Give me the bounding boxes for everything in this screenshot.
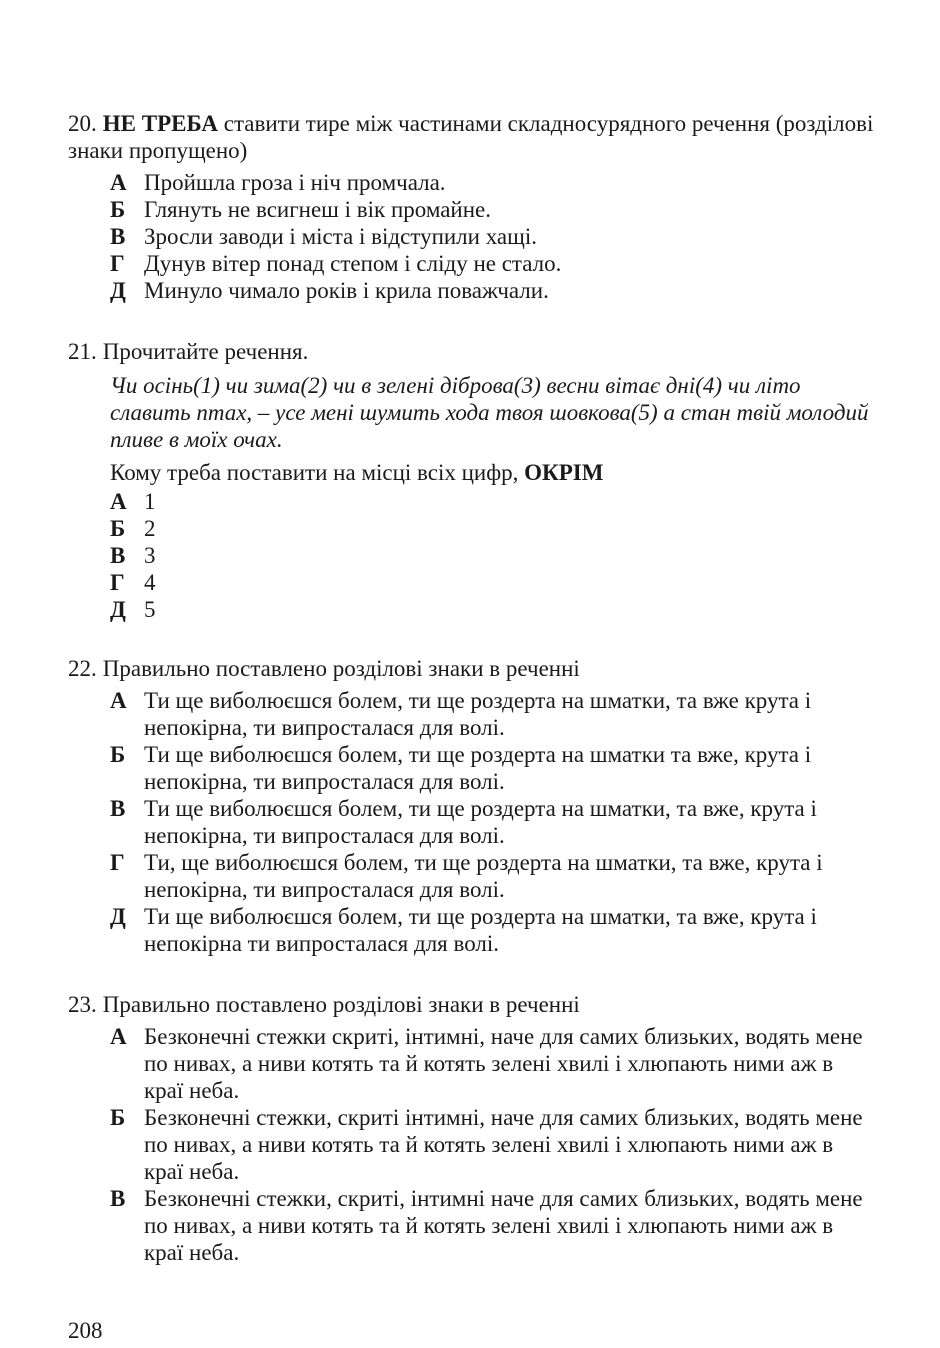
option-letter: Б (110, 742, 126, 767)
option-text: Безконечні стежки скриті, інтимні, наче для самих близьких, водять мене по нивах, а ниви котять та й котять зелені хвилі і хлюпають ними аж в краї неба. (144, 1024, 863, 1103)
stem-text: Прочитайте речення. (102, 339, 309, 364)
answer-options (110, 488, 878, 623)
answer-option-d[interactable] (110, 569, 878, 596)
stem-text: ставити тире між частинами складносурядного речення (розділові знаки пропущено) (68, 111, 874, 163)
question-number: 20. (68, 111, 97, 136)
option-letter: Д (110, 278, 126, 303)
sub-question-emphasis: ОКРІМ (524, 460, 604, 485)
question-number: 21. (68, 339, 97, 364)
option-text: 3 (144, 543, 156, 568)
option-text: Ти ще виболюєшся болем, ти ще роздерта на шматки, та вже крута і непокірна, ти випросталася для волі. (144, 688, 812, 740)
option-text: 2 (144, 516, 156, 541)
answer-option-d[interactable] (110, 849, 878, 903)
question-22-stem (68, 655, 878, 682)
option-text: 1 (144, 489, 156, 514)
answer-option-a[interactable] (110, 1023, 878, 1104)
question-21 (68, 338, 878, 623)
option-text: Зросли заводи і міста і відступили хащі. (144, 224, 537, 249)
option-text: Глянуть не всигнеш і вік промайне. (144, 197, 492, 222)
answer-option-a[interactable] (110, 169, 878, 196)
question-number: 22. (68, 656, 97, 681)
question-21-stem (68, 338, 878, 365)
option-text: Безконечні стежки, скриті, інтимні наче для самих близьких, водять мене по нивах, а ниви котять та й котять зелені хвилі і хлюпають ними аж в краї неба. (144, 1186, 863, 1265)
answer-option-e[interactable] (110, 596, 878, 623)
question-23 (68, 991, 878, 1266)
option-text: Дунув вітер понад степом і сліду не стало. (144, 251, 562, 276)
answer-option-c[interactable] (110, 1185, 878, 1266)
question-number: 23. (68, 992, 97, 1017)
option-letter: Д (110, 904, 126, 929)
stem-text: Правильно поставлено розділові знаки в реченні (102, 992, 580, 1017)
answer-option-b[interactable] (110, 741, 878, 795)
page-number: 208 (68, 1318, 103, 1343)
option-text: Ти ще виболюєшся болем, ти ще роздерта на шматки, та вже, крута і непокірна ти випросталася для волі. (144, 904, 817, 956)
option-text: Безконечні стежки, скриті інтимні, наче для самих близьких, водять мене по нивах, а ниви котять та й котять зелені хвилі і хлюпають ними аж в краї неба. (144, 1105, 863, 1184)
sub-question-text: Кому треба поставити на місці всіх цифр, (110, 460, 525, 485)
answer-option-c[interactable] (110, 223, 878, 250)
option-letter: Д (110, 597, 126, 622)
option-text: Пройшла гроза і ніч промчала. (144, 170, 446, 195)
option-text: Ти ще виболюєшся болем, ти ще роздерта на шматки та вже, крута і непокірна, ти випросталася для волі. (144, 742, 812, 794)
option-letter: В (110, 543, 126, 568)
option-text: Минуло чимало років і крила поважчали. (144, 278, 549, 303)
question-23-stem (68, 991, 878, 1018)
answer-options (110, 687, 878, 957)
answer-options (110, 169, 878, 304)
answer-option-a[interactable] (110, 687, 878, 741)
option-text: 5 (144, 597, 156, 622)
option-letter: Г (110, 251, 125, 276)
option-letter: В (110, 1186, 126, 1211)
answer-option-c[interactable] (110, 542, 878, 569)
option-letter: А (110, 1024, 127, 1049)
answer-option-b[interactable] (110, 1104, 878, 1185)
stem-text: Правильно поставлено розділові знаки в реченні (102, 656, 580, 681)
answer-option-c[interactable] (110, 795, 878, 849)
quoted-sentence: Чи осінь(1) чи зима(2) чи в зелені діброва(3) весни вітає дні(4) чи літо славить птах, – усе мені шумить хода твоя шовкова(5) а стан твій молодий пливе в моїх очах. (110, 373, 869, 452)
question-20-stem (68, 110, 878, 164)
stem-emphasis: НЕ ТРЕБА (102, 111, 218, 136)
option-letter: В (110, 796, 126, 821)
option-text: Ти ще виболюєшся болем, ти ще роздерта на шматки, та вже, крута і непокірна, ти випросталася для волі. (144, 796, 817, 848)
option-letter: В (110, 224, 126, 249)
option-text: 4 (144, 570, 156, 595)
answer-option-a[interactable] (110, 488, 878, 515)
answer-options (110, 1023, 878, 1266)
answer-option-d[interactable] (110, 250, 878, 277)
option-letter: Б (110, 516, 126, 541)
answer-option-e[interactable] (110, 903, 878, 957)
option-letter: Б (110, 1105, 126, 1130)
option-letter: Г (110, 850, 125, 875)
option-text: Ти, ще виболюєшся болем, ти ще роздерта на шматки, та вже, крута і непокірна, ти випросталася для волі. (144, 850, 823, 902)
question-20 (68, 110, 878, 304)
answer-option-b[interactable] (110, 515, 878, 542)
answer-option-e[interactable] (110, 277, 878, 304)
option-letter: А (110, 489, 127, 514)
option-letter: Б (110, 197, 126, 222)
question-22 (68, 655, 878, 957)
option-letter: А (110, 170, 127, 195)
option-letter: А (110, 688, 127, 713)
answer-option-b[interactable] (110, 196, 878, 223)
sub-question (110, 459, 878, 486)
option-letter: Г (110, 570, 125, 595)
